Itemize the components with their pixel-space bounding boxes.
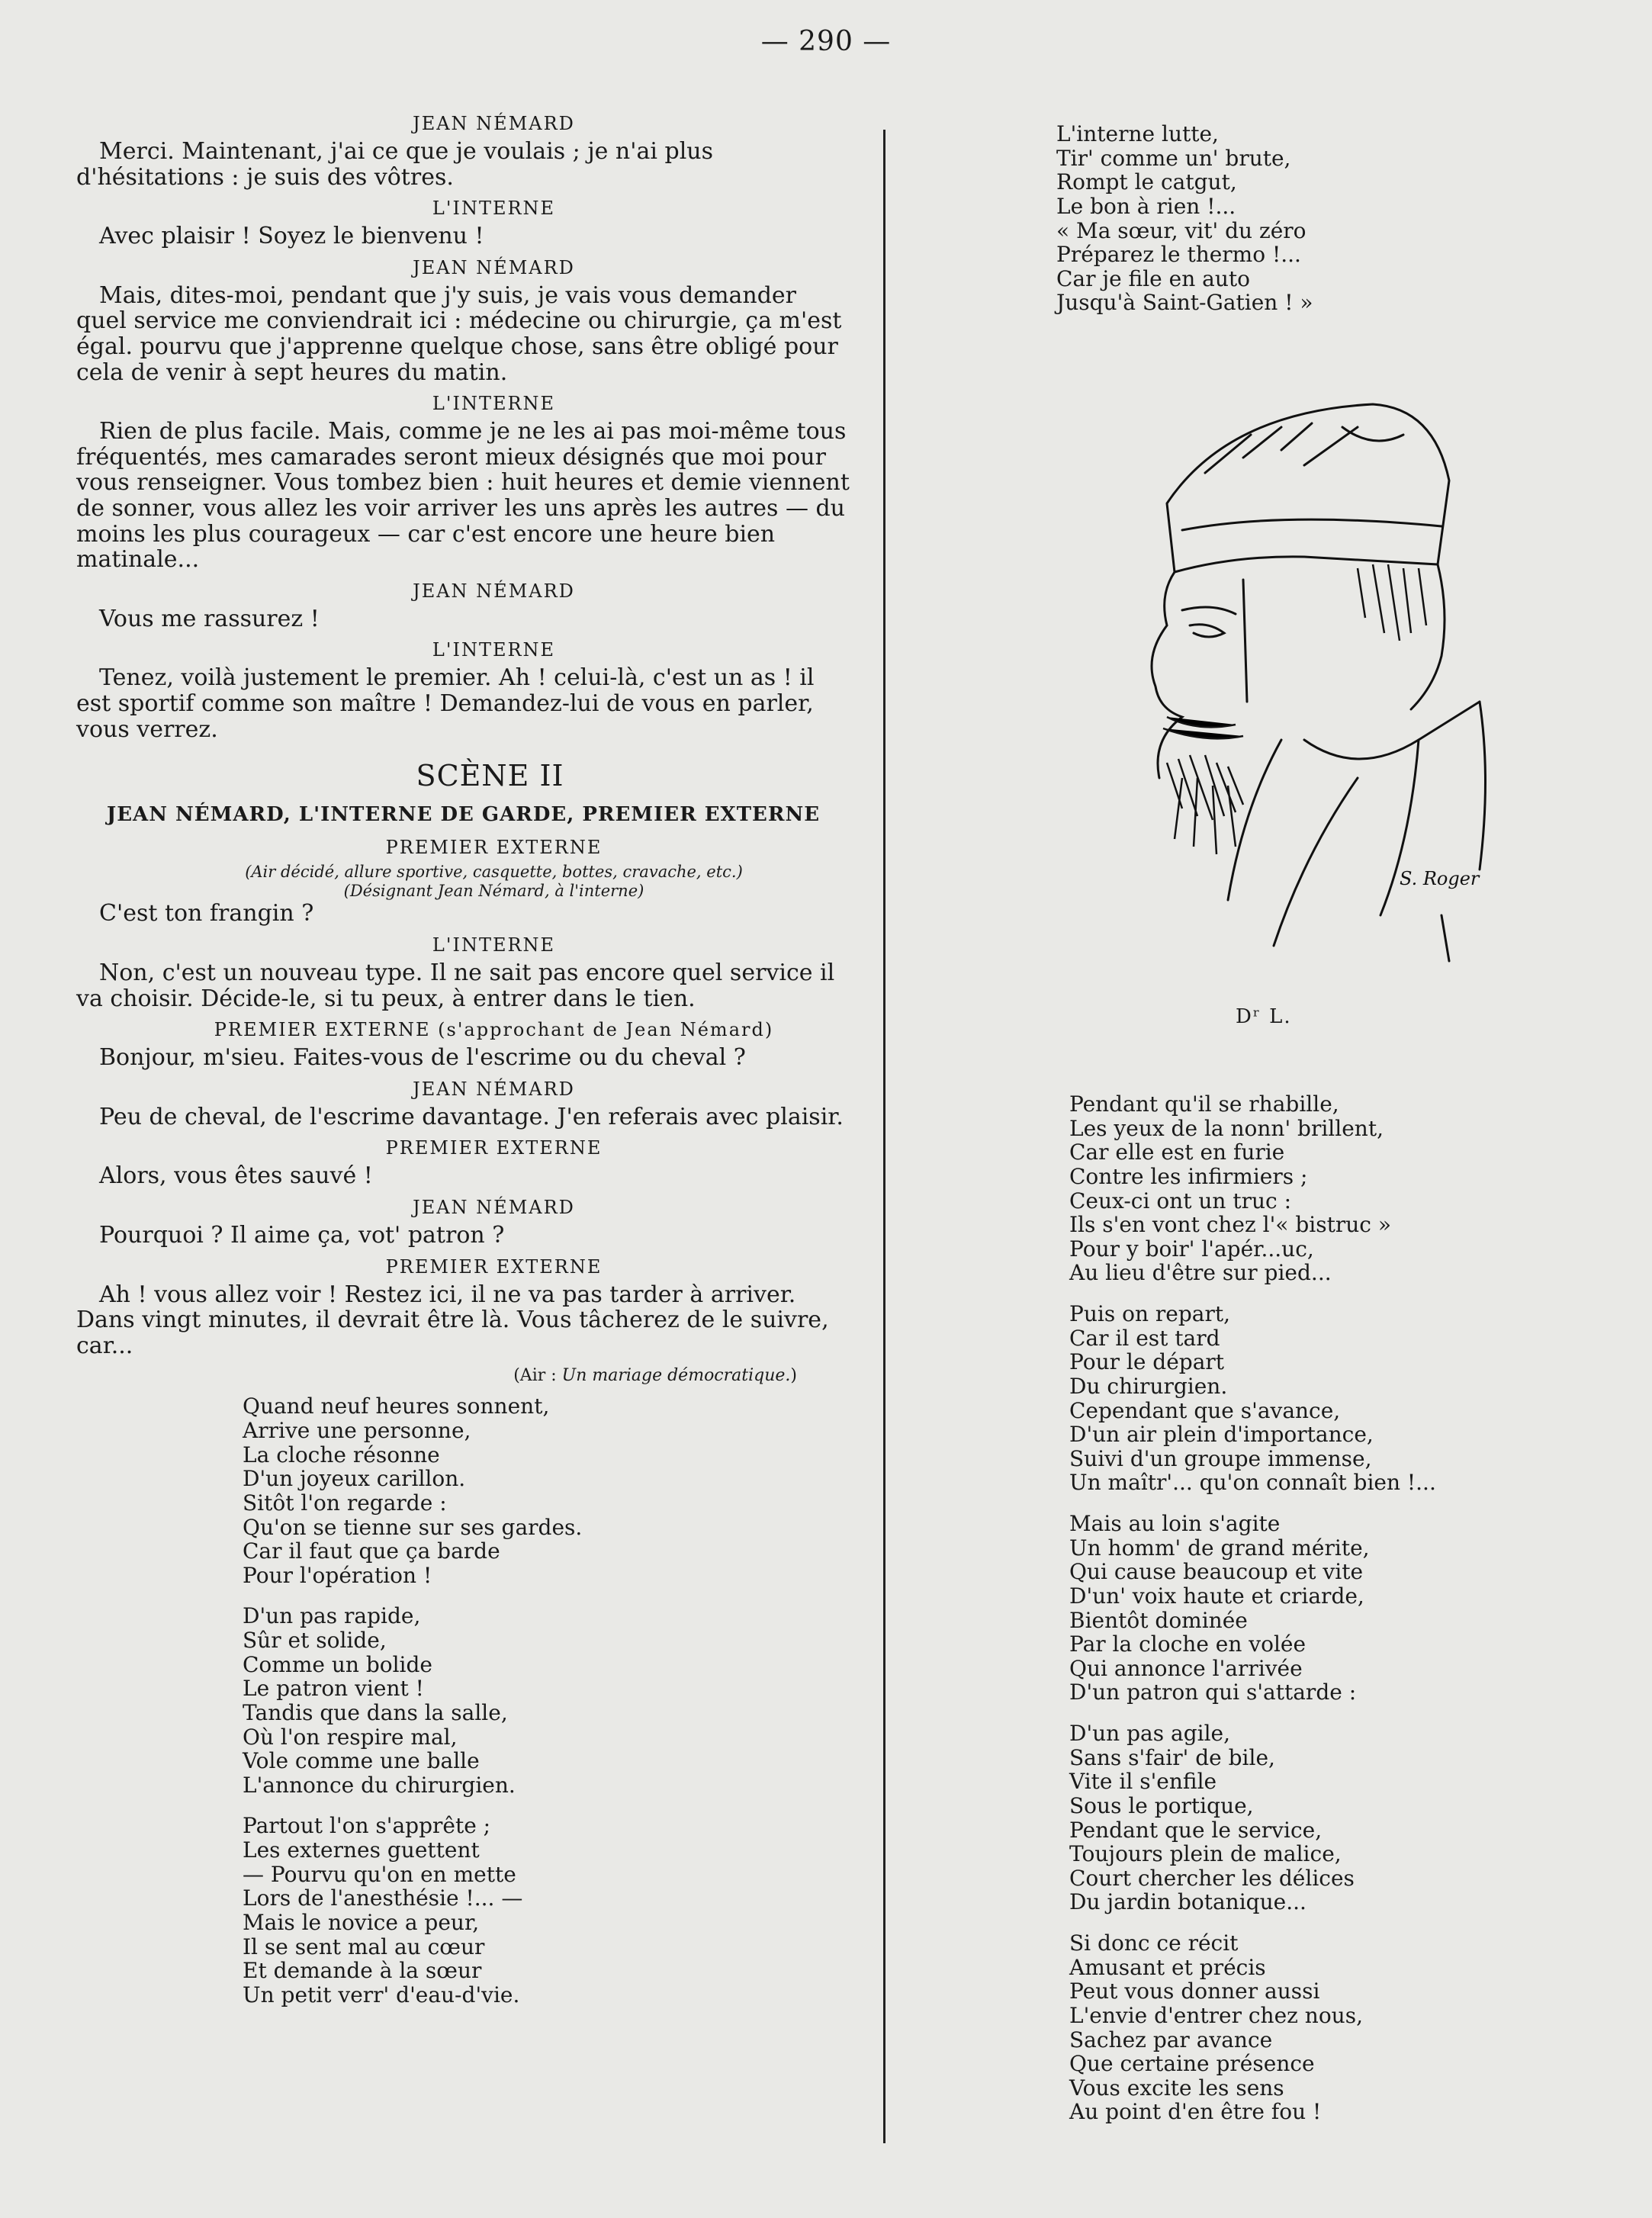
dialogue-line: Non, c'est un nouveau type. Il ne sait pas encore quel service il va choisir. Décide-le, si tu peux, à entrer dans le tien.	[76, 960, 835, 1012]
verse-line: L'annonce du chirurgien.	[243, 1772, 516, 1798]
song-right-top	[1056, 122, 1483, 315]
verse-line: Car il est tard	[1069, 1325, 1220, 1351]
verse-line: Jusqu'à Saint-Gatien ! »	[1056, 290, 1313, 316]
verse-line: Préparez le thermo !...	[1056, 242, 1301, 268]
stage-direction: (Air décidé, allure sportive, casquette, bottes, cravache, etc.)	[245, 863, 743, 882]
verse-line: « Ma sœur, vit' du zéro	[1056, 217, 1306, 243]
dialogue-line: Rien de plus facile. Mais, comme je ne les ai pas moi-même tous fréquentés, mes camarades seront mieux désignés que moi pour vous renseigner. Vous tombez bien : huit heures et demie viennent de sonner, vous allez les voir arriver les uns après les autres — du moins les plus courageux — car c'est encore une heure bien matinale...	[76, 418, 850, 574]
verse-line: L'envie d'entrer chez nous,	[1069, 2002, 1363, 2028]
verse-line: Du chirurgien.	[1069, 1373, 1228, 1399]
verse-line: Peut vous donner aussi	[1069, 1979, 1320, 2004]
verse-line: Si donc ce récit	[1069, 1930, 1239, 1956]
verse-line: Rompt le catgut,	[1056, 169, 1237, 195]
verse-line: — Pourvu qu'on en mette	[243, 1861, 516, 1887]
verse-line: Quand neuf heures sonnent,	[243, 1393, 550, 1419]
verse-line: Car je file en auto	[1056, 265, 1250, 291]
page-number: — 290 —	[760, 26, 892, 57]
verse-line: D'un' voix haute et criarde,	[1069, 1583, 1364, 1609]
speaker-name: L'INTERNE	[432, 934, 556, 956]
dialogue-line: Bonjour, m'sieu. Faites-vous de l'escrime ou du cheval ?	[99, 1044, 746, 1072]
speaker-name: JEAN NÉMARD	[413, 1078, 575, 1100]
verse-line: L'interne lutte,	[1056, 121, 1219, 146]
stanza	[1069, 1302, 1496, 1495]
verse-line: Ceux-ci ont un truc :	[1069, 1188, 1292, 1213]
verse-line: Vite il s'enfile	[1069, 1769, 1217, 1795]
stanza	[243, 1814, 850, 2007]
verse-line: Partout l'on s'apprête ;	[243, 1813, 491, 1839]
stanza	[243, 1394, 850, 1587]
verse-line: Pour y boir' l'apér...uc,	[1069, 1236, 1314, 1262]
verse-line: Lors de l'anesthésie !... —	[243, 1885, 523, 1911]
verse-line: Au lieu d'être sur pied...	[1069, 1260, 1332, 1286]
verse-line: Tir' comme un' brute,	[1056, 145, 1291, 171]
speaker-name: PREMIER EXTERNE	[385, 1137, 603, 1159]
speaker-name: JEAN NÉMARD	[413, 1197, 575, 1219]
verse-line: Tandis que dans la salle,	[243, 1699, 508, 1725]
verse-line: Car il faut que ça barde	[243, 1538, 500, 1564]
verse-line: Sous le portique,	[1069, 1792, 1254, 1818]
verse-line: Et demande à la sœur	[243, 1958, 482, 1984]
verse-line: Un homm' de grand mérite,	[1069, 1535, 1370, 1561]
dialogue-line: Ah ! vous allez voir ! Restez ici, il ne va pas tarder à arriver. Dans vingt minutes, il devrait être là. Vous tâcherez de le suivre, car...	[76, 1281, 829, 1359]
dialogue-line: Alors, vous êtes sauvé !	[99, 1162, 373, 1190]
verse-line: Vole comme une balle	[243, 1748, 480, 1774]
stanza	[1069, 1721, 1496, 1914]
verse-line: D'un pas agile,	[1069, 1721, 1230, 1746]
verse-line: La cloche résonne	[243, 1442, 440, 1467]
verse-line: Qu'on se tienne sur ses gardes.	[243, 1514, 583, 1540]
speaker-name: JEAN NÉMARD	[413, 580, 575, 602]
stanza	[1069, 1931, 1496, 2124]
verse-line: Pour le départ	[1069, 1349, 1225, 1375]
air-suffix: )	[790, 1366, 797, 1386]
verse-line: Le patron vient !	[243, 1676, 424, 1702]
speaker-name: L'INTERNE	[432, 198, 556, 220]
verse-line: Toujours plein de malice,	[1069, 1841, 1342, 1867]
verse-line: Pendant que le service,	[1069, 1817, 1323, 1843]
air-title: Un mariage démocratique.	[561, 1366, 791, 1386]
verse-line: Mais le novice a peur,	[243, 1909, 480, 1935]
dialogue-line: Vous me rassurez !	[99, 605, 320, 632]
speaker-name: JEAN NÉMARD	[413, 113, 575, 134]
sketch-signature: S. Roger	[1400, 868, 1480, 889]
dialogue-part-1	[76, 113, 850, 742]
verse-line: Bientôt dominée	[1069, 1607, 1248, 1633]
dialogue-line: Peu de cheval, de l'escrime davantage. J'en referais avec plaisir.	[99, 1103, 844, 1130]
dialogue-line: Avec plaisir ! Soyez le bienvenu !	[99, 223, 484, 250]
right-column-top	[1056, 122, 1483, 332]
verse-line: Mais au loin s'agite	[1069, 1511, 1281, 1536]
verse-line: Suivi d'un groupe immense,	[1069, 1445, 1372, 1471]
dialogue-part-2	[76, 837, 850, 1358]
speaker-name: L'INTERNE	[432, 393, 556, 415]
verse-line: Où l'on respire mal,	[243, 1724, 458, 1750]
verse-line: Au point d'en être fou !	[1069, 2099, 1322, 2125]
column-divider	[883, 130, 885, 2143]
verse-line: Un maîtr'... qu'on connaît bien !...	[1069, 1470, 1436, 1496]
verse-line: Du jardin botanique...	[1069, 1889, 1306, 1915]
verse-line: Pour l'opération !	[243, 1562, 432, 1588]
speaker-name: PREMIER EXTERNE (s'approchant de Jean Némard)	[214, 1019, 774, 1041]
stage-direction: (Désignant Jean Némard, à l'interne)	[343, 882, 644, 901]
verse-line: Les yeux de la nonn' brillent,	[1069, 1115, 1384, 1141]
verse-line: Amusant et précis	[1069, 1954, 1266, 1980]
stanza	[1069, 1092, 1496, 1285]
song-left	[76, 1394, 850, 2007]
speaker-name: JEAN NÉMARD	[413, 256, 575, 278]
verse-line: Pendant qu'il se rhabille,	[1069, 1091, 1339, 1117]
speaker-name: PREMIER EXTERNE	[385, 1255, 603, 1278]
verse-line: Car elle est en furie	[1069, 1140, 1285, 1165]
stanza	[243, 1604, 850, 1797]
verse-line: D'un pas rapide,	[243, 1603, 421, 1629]
verse-line: D'un patron qui s'attarde :	[1069, 1680, 1357, 1705]
verse-line: Court chercher les délices	[1069, 1865, 1355, 1891]
verse-line: Par la cloche en volée	[1069, 1631, 1306, 1657]
verse-line: Ils s'en vont chez l'« bistruc »	[1069, 1212, 1391, 1238]
verse-line: D'un air plein d'importance,	[1069, 1422, 1374, 1448]
speaker-name: PREMIER EXTERNE	[385, 837, 603, 859]
verse-line: Qui annonce l'arrivée	[1069, 1655, 1303, 1681]
dialogue-line: Pourquoi ? Il aime ça, vot' patron ?	[99, 1222, 505, 1249]
verse-line: Sûr et solide,	[243, 1628, 387, 1654]
stanza	[1069, 1512, 1496, 1705]
dialogue-line: Tenez, voilà justement le premier. Ah ! celui-là, c'est un as ! il est sportif comme son maître ! Demandez-lui de vous en parler, vous verrez.	[76, 664, 815, 743]
sketch-caption: Dʳ L.	[1236, 1005, 1292, 1028]
song-right-lower	[1069, 1092, 1496, 2141]
air-indication	[76, 1366, 797, 1385]
verse-line: Un petit verr' d'eau-d'vie.	[243, 1982, 520, 2007]
scene-title: SCÈNE II	[416, 759, 564, 793]
dialogue-line: C'est ton frangin ?	[99, 900, 314, 927]
verse-line: Puis on repart,	[1069, 1301, 1230, 1326]
verse-line: Le bon à rien !...	[1056, 193, 1236, 219]
verse-line: Les externes guettent	[243, 1837, 480, 1863]
verse-line: Contre les infirmiers ;	[1069, 1163, 1308, 1189]
left-column	[76, 107, 850, 2024]
scene-cast: JEAN NÉMARD, L'INTERNE DE GARDE, PREMIER EXTERNE	[106, 803, 821, 827]
air-prefix: (Air :	[513, 1366, 557, 1386]
verse-line: Qui cause beaucoup et vite	[1069, 1559, 1364, 1585]
verse-line: Sans s'fair' de bile,	[1069, 1744, 1275, 1770]
verse-line: Cependant que s'avance,	[1069, 1397, 1341, 1423]
verse-line: Vous excite les sens	[1069, 2075, 1284, 2101]
verse-line: Comme un bolide	[243, 1651, 433, 1677]
dialogue-line: Mais, dites-moi, pendant que j'y suis, je vais vous demander quel service me conviendrait ici : médecine ou chirurgie, ça m'est égal. pourvu que j'apprenne quelque chose, sans être obligé pour cela de venir à sept heures du matin.	[76, 281, 842, 386]
speaker-name: L'INTERNE	[432, 639, 556, 661]
verse-line: Sitôt l'on regarde :	[243, 1490, 447, 1516]
dialogue-line: Merci. Maintenant, j'ai ce que je voulais ; je n'ai plus d'hésitations : je suis des vôtres.	[76, 138, 714, 191]
verse-line: Arrive une personne,	[243, 1418, 471, 1444]
portrait-sketch	[1053, 381, 1495, 969]
verse-line: D'un joyeux carillon.	[243, 1466, 466, 1492]
verse-line: Que certaine présence	[1069, 2051, 1315, 2077]
verse-line: Il se sent mal au cœur	[243, 1934, 485, 1959]
verse-line: Sachez par avance	[1069, 2027, 1273, 2052]
